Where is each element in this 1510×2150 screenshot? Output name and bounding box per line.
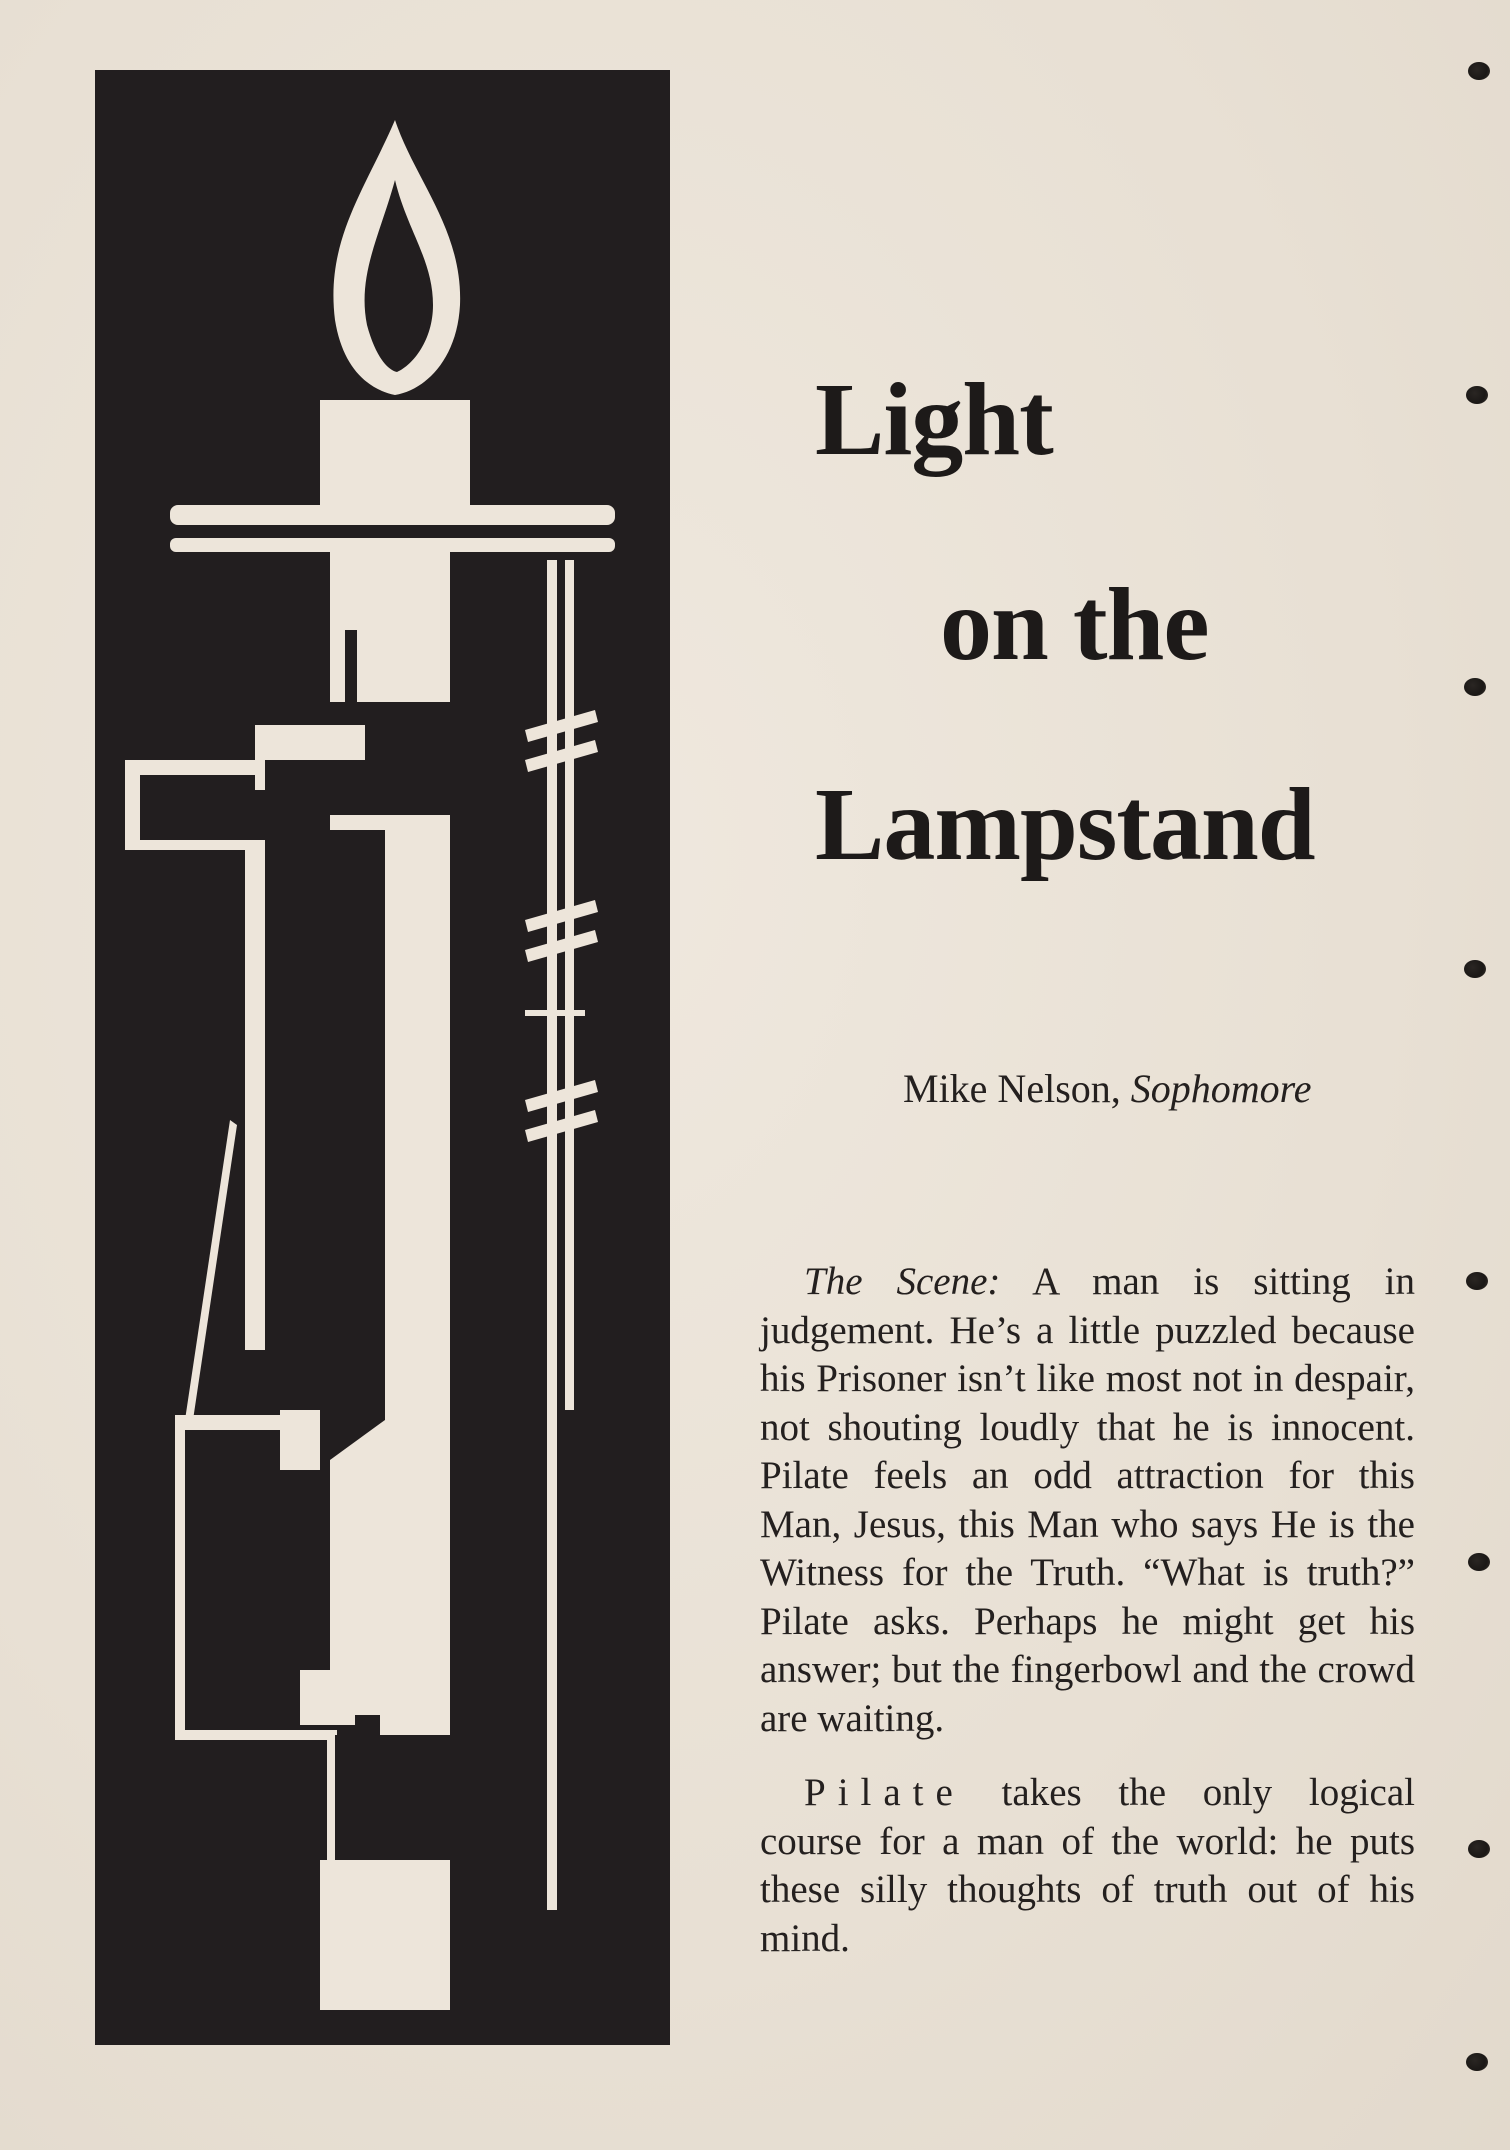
staff-crossbar bbox=[525, 1010, 585, 1016]
binder-hole bbox=[1466, 1272, 1488, 1290]
candle-base bbox=[320, 1860, 450, 2010]
binder-hole bbox=[1468, 1553, 1490, 1571]
base-outline-left bbox=[175, 1415, 185, 1735]
base-step-small bbox=[280, 1410, 320, 1470]
pilate-lead-in: Pilate bbox=[804, 1771, 965, 1814]
candle-top bbox=[320, 400, 470, 505]
paragraph-1-text: A man is sitting in judgement. He’s a little puzzled because his Prisoner isn’t like most not in despair, not shouting loudly that he is innocent. Pilate feels an odd attraction for this Man, Jesus, this Man who says He is the Witness for the Truth. “What is truth?” Pilate asks. Perhaps he might get his answer; but the fingerbowl and the crowd are waiting. bbox=[760, 1260, 1416, 1740]
binder-holes bbox=[1440, 0, 1510, 2150]
binder-hole bbox=[1468, 62, 1490, 80]
article-body bbox=[760, 1258, 1415, 1989]
base-connector-inner bbox=[335, 1735, 455, 1860]
base-outline-bottom bbox=[175, 1730, 335, 1740]
article-title-line-3: Lampstand bbox=[815, 767, 1315, 882]
candle-lampstand-woodcut bbox=[95, 70, 670, 2045]
byline bbox=[903, 1065, 1312, 1112]
body-paragraph-2 bbox=[760, 1769, 1415, 1963]
shaft-slit bbox=[345, 630, 357, 720]
staff-right-strand bbox=[565, 560, 574, 1410]
article-title-line-1: Light bbox=[815, 362, 1053, 477]
binder-hole bbox=[1468, 1840, 1490, 1858]
binder-hole bbox=[1466, 386, 1488, 404]
dish-bar-top bbox=[170, 505, 615, 525]
binder-hole bbox=[1464, 960, 1486, 978]
binder-hole bbox=[1466, 2053, 1488, 2071]
article-title-line-2: on the bbox=[940, 567, 1209, 682]
base-block-small bbox=[300, 1670, 355, 1725]
scene-lead-in: The Scene: bbox=[804, 1260, 1001, 1303]
author-class-year: Sophomore bbox=[1130, 1066, 1312, 1111]
woodcut-svg bbox=[95, 70, 670, 2045]
column-drape bbox=[330, 830, 385, 1460]
body-paragraph-1 bbox=[760, 1258, 1415, 1743]
paragraph-2-text: takes the only logical course for a man of the world: he puts these silly thoughts of truth out of his mind. bbox=[760, 1771, 1415, 1960]
binder-hole bbox=[1464, 678, 1486, 696]
dish-bar-bottom bbox=[170, 538, 615, 552]
author-name: Mike Nelson, bbox=[903, 1066, 1121, 1111]
